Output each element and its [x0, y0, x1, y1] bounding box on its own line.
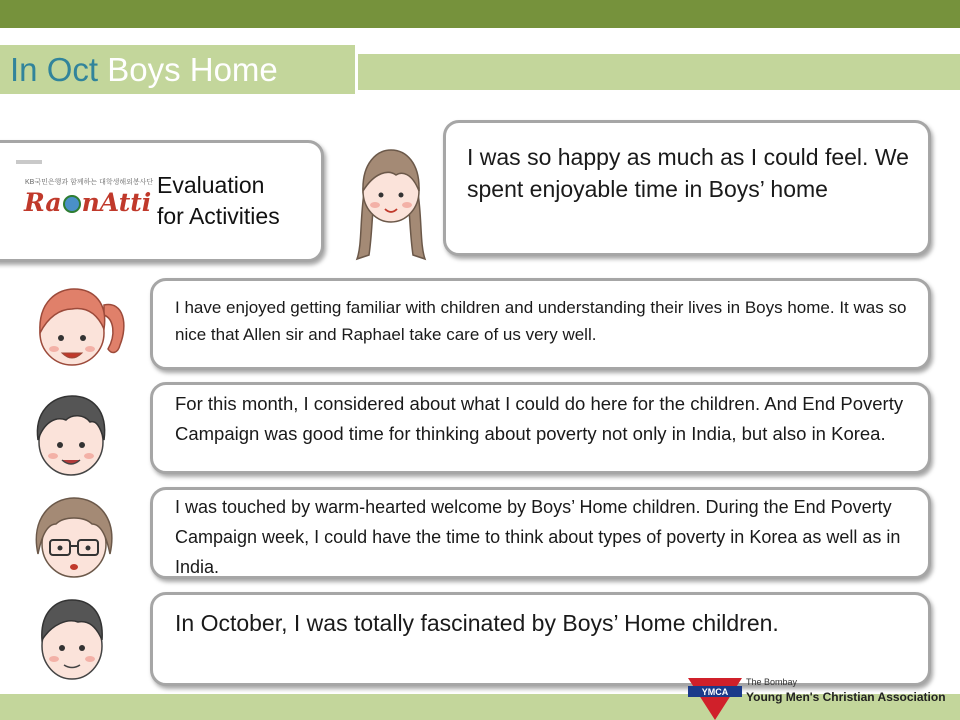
ymca-letters: YMCA — [701, 687, 729, 697]
globe-icon — [63, 195, 81, 213]
ymca-triangle-logo-icon — [688, 676, 742, 720]
comment-text-4: I was touched by warm-hearted welcome by Boys’ Home children. During the End Poverty Campaign week, I could have the time to think about types of poverty in Korea as well as in India. — [175, 497, 901, 577]
evaluation-heading — [157, 170, 280, 232]
boy-short-hair-face-icon — [30, 596, 114, 686]
logo-brand-part2: nAtti — [81, 188, 152, 217]
comment-text-3: For this month, I considered about what I could do here for the children. And End Poverty Campaign was good time for thinking about poverty not only in India, but also in Korea. — [175, 393, 904, 444]
girl-ponytail-face-icon — [24, 283, 130, 375]
page-title — [10, 50, 278, 90]
top-accent-bar — [0, 0, 960, 28]
comment-text-1: I was so happy as much as I could feel. We spent enjoyable time in Boys’ home — [467, 144, 909, 202]
girl-pigtails-face-icon — [352, 145, 430, 263]
comment-text-5: In October, I was totally fascinated by Boys’ Home children. — [175, 610, 779, 636]
comment-card-5 — [150, 592, 931, 686]
boy-face-icon — [26, 392, 116, 482]
evaluation-line1: Evaluation — [157, 172, 265, 198]
page-title-part1: In Oct — [10, 51, 99, 88]
evaluation-line2: for Activities — [157, 203, 280, 229]
page-title-part2: Boys Home — [98, 51, 278, 88]
logo-brand-part1: Ra — [24, 188, 62, 217]
logo-dash — [16, 160, 42, 164]
org-name: Young Men's Christian Association — [746, 690, 946, 704]
comment-text-2: I have enjoyed getting familiar with children and understanding their lives in Boys home. It was so nice that Allen sir and Raphael take care of us very well. — [175, 298, 907, 344]
org-small-text: The Bombay — [746, 677, 798, 687]
raonatti-logo — [24, 188, 151, 217]
girl-glasses-face-icon — [26, 494, 122, 586]
logo-tagline: KB국민은행과 함께하는 대학생해외봉사단 — [25, 179, 154, 186]
